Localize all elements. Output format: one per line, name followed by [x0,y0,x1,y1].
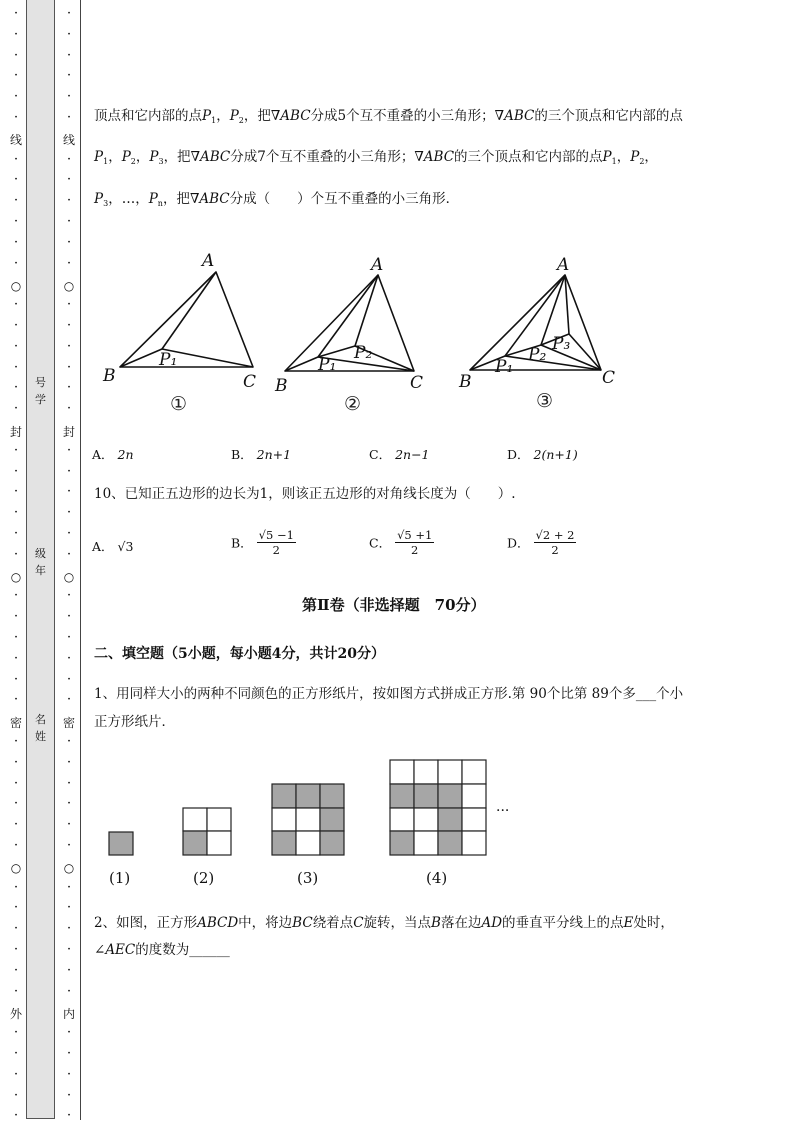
seal-dot: • [14,592,18,600]
seal-dot: • [14,72,18,80]
pattern-label-1: (1) [109,869,131,887]
pattern-ellipsis: ··· [496,803,510,819]
fig3-label-p1: P₁ [495,357,514,377]
fig3-label-p2: P₂ [528,345,547,365]
seal-dot: • [14,488,18,496]
fig1-label-a: A [202,251,215,271]
seal-dot: • [67,238,71,246]
figure-number-1: ① [170,393,188,415]
seal-dot: • [67,301,71,309]
seal-dot: • [67,530,71,537]
student-id-label-a: 号 [35,376,46,389]
seal-dot: • [67,10,71,17]
fig2-label-p1: P₁ [318,355,337,375]
seal-dot: • [67,654,71,662]
figure-number-2: ② [344,393,362,415]
fill1-line-1: 1、用同样大小的两种不同颜色的正方形纸片，按如图方式拼成正方形.第 90个比第 89个多___个小 [94,686,684,702]
seal-mark-seal-left: 封 [9,425,22,439]
seal-dot: • [14,779,18,787]
seal-dot: • [67,405,71,413]
seal-dot: • [14,1070,18,1078]
seal-dot: • [67,821,71,829]
seal-dot: • [14,1112,18,1120]
seal-dot: • [14,738,18,745]
q10-option-d[interactable]: D． $\frac{√2 + 2}{2}$ [507,528,575,557]
seal-mark-circle-left-1: ○ [10,279,22,293]
q10-stem: 10、已知正五边形的边长为1，则该正五边形的对角线长度为（ ）. [94,486,516,502]
seal-mark-outer-left: 外 [9,1007,22,1021]
seal-dot: • [67,696,71,704]
seal-dot: • [14,654,18,662]
grade-label-b: 年 [35,564,46,577]
pattern-label-2: (2) [193,869,215,887]
q9-option-a[interactable]: A． 2n [92,447,134,462]
seal-dot: • [14,1091,18,1099]
seal-dot: • [67,197,71,205]
seal-dot: • [14,259,18,267]
pattern-2 [183,808,231,855]
seal-dot: • [14,363,18,371]
seal-dot: • [67,176,71,184]
seal-mark-line-right: 线 [62,133,75,147]
seal-mark-secret-left: 密 [9,716,22,730]
q10-option-c[interactable]: C． $\frac{√5 +1}{2}$ [369,528,433,557]
seal-dot: • [67,384,71,392]
seal-dot: • [14,675,18,683]
seal-mark-line-left: 线 [9,133,22,147]
seal-dot: • [14,218,18,225]
seal-dot: • [14,155,18,163]
seal-dot: • [67,155,71,163]
seal-dot: • [14,197,18,205]
seal-dot: • [67,779,71,787]
q9-option-c[interactable]: C． 2n−1 [369,447,430,462]
seal-dot: • [14,1029,18,1037]
fig1-label-b: B [103,366,116,386]
seal-dot: • [67,218,71,225]
fig3-label-p3: P₃ [552,334,571,354]
seal-dot: • [14,883,18,891]
seal-dot: • [67,925,71,933]
seal-dot: • [14,987,18,995]
seal-dot: • [67,675,71,683]
seal-dot: • [14,696,18,704]
fig2-label-c: C [410,373,424,393]
seal-dot: • [14,509,18,517]
seal-dot: • [14,904,18,912]
seal-dot: • [67,883,71,891]
seal-mark-circle-right-3: ○ [63,861,75,875]
seal-dot: • [67,488,71,496]
q10-option-b[interactable]: B． $\frac{√5 -1}{2}$ [231,528,294,557]
seal-dot: • [14,51,18,59]
part-2-title: 第Ⅱ卷（非选择题 70分） [302,596,486,614]
seal-mark-circle-left-2: ○ [10,570,22,584]
fig1-label-c: C [243,372,257,392]
seal-dot: • [67,904,71,912]
seal-dot: • [67,259,71,267]
seal-dot: • [14,800,18,808]
q9-line-1: 顶点和它内部的点$P_1$，$P_2$，把∇ABC分成5个互不重叠的小三角形；∇ABC的三个顶点和它内部的点 [94,108,683,125]
seal-dot: • [67,322,71,329]
q9-option-d[interactable]: D． 2(n+1) [507,447,578,462]
pattern-3 [272,784,344,855]
seal-dot: • [67,613,71,621]
seal-dot: • [14,946,18,953]
seal-mark-seal-right: 封 [62,425,75,439]
fig1-label-p1: P₁ [159,350,178,370]
seal-dot: • [67,592,71,600]
seal-dot: • [67,842,71,849]
seal-dot: • [67,363,71,371]
seal-dot: • [14,446,18,454]
pattern-4 [390,760,486,855]
q9-option-b[interactable]: B． 2n+1 [231,447,292,462]
seal-dot: • [67,987,71,995]
seal-dot: • [14,176,18,184]
seal-dot: • [14,301,18,309]
seal-dot: • [14,467,18,475]
seal-dot: • [67,1029,71,1037]
seal-dot: • [67,550,71,558]
seal-dot: • [14,405,18,413]
seal-dot: • [14,93,18,101]
name-label-b: 姓 [35,730,46,743]
section-2-title: 二、填空题（5小题，每小题4分，共计20分） [94,646,385,662]
seal-dot: • [67,342,71,350]
fig2-label-a: A [371,255,384,275]
seal-dot: • [67,30,71,38]
seal-dot: • [14,634,18,641]
fig3-label-c: C [602,368,616,388]
seal-dot: • [67,738,71,745]
seal-dot: • [67,966,71,974]
name-label-a: 名 [35,713,46,726]
seal-dot: • [67,1050,71,1057]
pattern-1-cell [109,832,133,855]
seal-dot: • [67,467,71,475]
seal-dot: • [14,530,18,537]
fill1-line-2: 正方形纸片． [94,714,175,730]
seal-dot: • [14,613,18,621]
seal-mark-inner-right: 内 [62,1007,75,1021]
seal-dot: • [14,30,18,38]
seal-dot: • [14,550,18,558]
seal-dot: • [14,114,18,121]
seal-dot: • [14,821,18,829]
student-id-label-b: 学 [35,393,46,406]
seal-dot: • [67,446,71,454]
fig3-label-a: A [557,255,570,275]
seal-dot: • [14,966,18,974]
seal-dot: • [14,342,18,350]
fig2-label-p2: P₂ [354,343,373,363]
fill2-line-1: 2、如图，正方形ABCD中，将边BC绕着点C旋转，当点B落在边AD的垂直平分线上的点E处时， [94,915,674,931]
seal-dot: • [67,1112,71,1120]
q9-line-2: $P_1$，$P_2$，$P_3$，把∇ABC分成7个互不重叠的小三角形；∇ABC的三个顶点和它内部的点$P_1$，$P_2$， [94,149,658,166]
seal-dot: • [67,758,71,766]
q9-line-3: $P_3$，…，$P_n$，把∇ABC分成（ ）个互不重叠的小三角形． [94,191,460,208]
seal-dot: • [14,842,18,849]
seal-dot: • [67,93,71,101]
figure-number-3: ③ [536,390,554,412]
seal-dot: • [67,1091,71,1099]
seal-mark-circle-right-1: ○ [63,279,75,293]
seal-dot: • [14,1050,18,1057]
grade-label-a: 级 [35,547,46,560]
seal-dot: • [14,322,18,329]
fig2-label-b: B [275,376,288,396]
seal-dot: • [67,114,71,121]
fig3-label-b: B [459,372,472,392]
seal-dot: • [14,10,18,17]
seal-dot: • [67,72,71,80]
seal-dot: • [67,634,71,641]
q10-option-a[interactable]: A． √3 [92,539,134,554]
pattern-label-3: (3) [297,869,319,887]
seal-dot: • [14,925,18,933]
seal-mark-circle-right-2: ○ [63,570,75,584]
seal-dot: • [67,509,71,517]
seal-mark-secret-right: 密 [62,716,75,730]
seal-dot: • [14,384,18,392]
fill2-line-2: ∠AEC的度数为______ [94,942,230,958]
seal-dot: • [67,800,71,808]
seal-dot: • [67,51,71,59]
seal-dot: • [67,1070,71,1078]
seal-dot: • [67,946,71,953]
pattern-label-4: (4) [426,869,448,887]
seal-dot: • [14,758,18,766]
seal-dot: • [14,238,18,246]
seal-mark-circle-left-3: ○ [10,861,22,875]
